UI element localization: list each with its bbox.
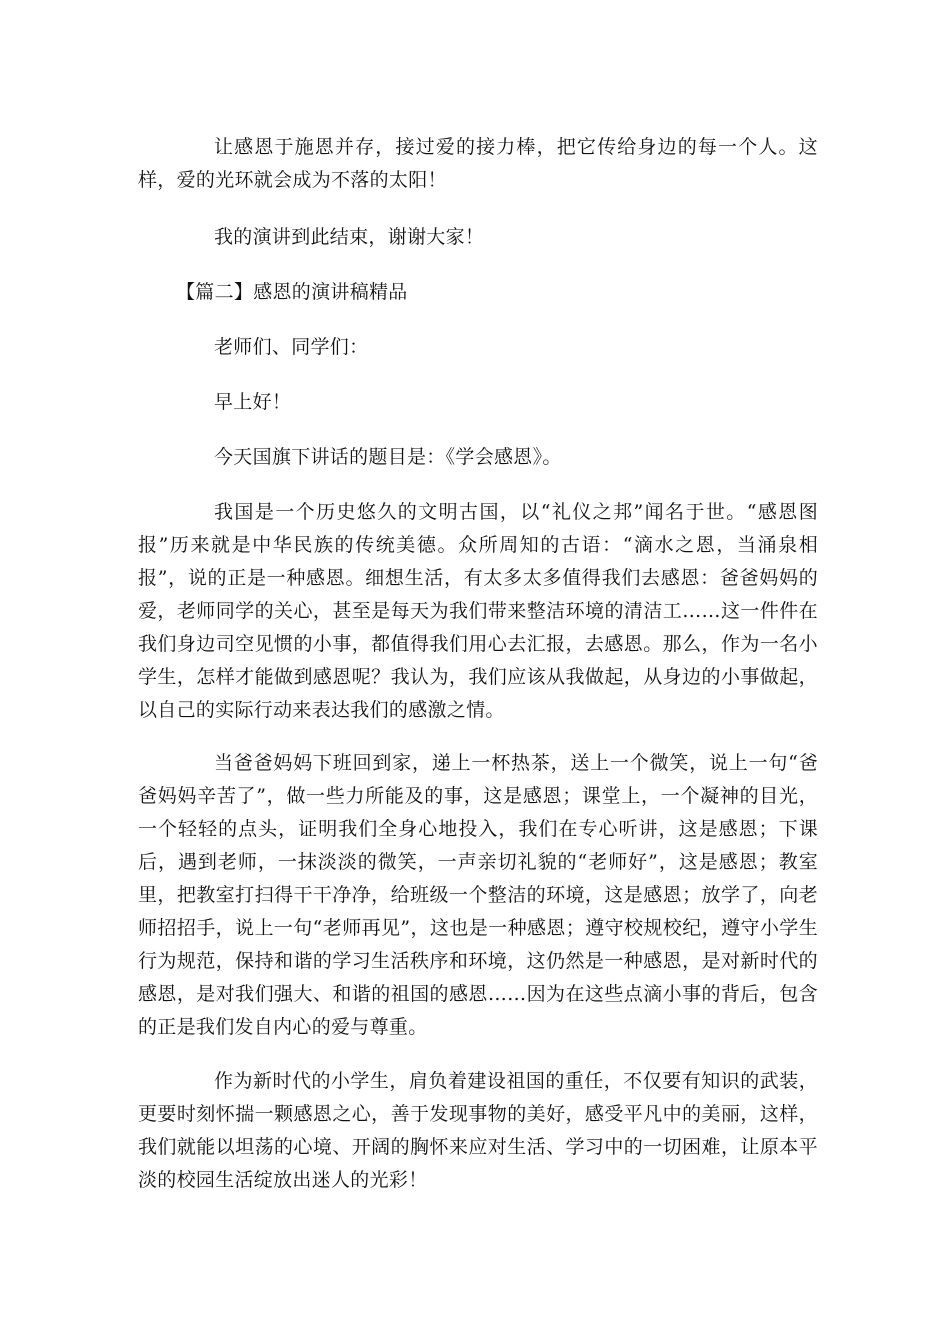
paragraph-speech-topic: 今天国旗下讲话的题目是：《学会感恩》。 [214,446,562,468]
paragraph-greeting: 早上好！ [214,391,292,413]
section-heading: 【篇二】感恩的演讲稿精品 [176,281,408,303]
paragraph-gratitude-examples: 当爸爸妈妈下班回到家，递上一杯热茶，送上一个微笑，说上一句“爸爸妈妈辛苦了”，做一些力所能及的事，这是感恩；课堂上，一个凝神的目光，一个轻轻的点头，证明我们全身心地投入，我们在专心听讲，这是感恩；下课后，遇到老师，一抹淡淡的微笑，一声亲切礼貌的“老师好”，这是感恩；教室里，把教室打扫得干干净净，给班级一个整洁的环境，这是感恩；放学了，向老师招招手，说上一句“老师再见”，这也是一种感恩；遵守校规校纪，遵守小学生行为规范，保持和谐的学习生活秩序和环境，这仍然是一种感恩，是对新时代的感恩，是对我们强大、和谐的祖国的感恩……因为在这些点滴小事的背后，包含的正是我们发自内心的爱与尊重。 [138,752,818,1038]
paragraph-conclusion: 作为新时代的小学生，肩负着建设祖国的重任，不仅要有知识的武装，更要时刻怀揣一颗感恩之心，善于发现事物的美好，感受平凡中的美丽，这样，我们就能以坦荡的心境、开阔的胸怀来应对生活、学习中的一切困难，让原本平淡的校园生活绽放出迷人的光彩！ [138,1070,818,1191]
paragraph-closing-remark: 让感恩于施恩并存，接过爱的接力棒，把它传给身边的每一个人。这样，爱的光环就会成为不落的太阳！ [138,136,818,191]
paragraph-gratitude-tradition: 我国是一个历史悠久的文明古国，以“礼仪之邦”闻名于世。“感恩图报”历来就是中华民族的传统美德。众所周知的古语：“滴水之恩，当涌泉相报”，说的正是一种感恩。细想生活，有太多太多值得我们去感恩：爸爸妈妈的爱，老师同学的关心，甚至是每天为我们带来整洁环境的清洁工……这一件件在我们身边司空见惯的小事，都值得我们用心去汇报，去感恩。那么，作为一名小学生，怎样才能做到感恩呢？我认为，我们应该从我做起，从身边的小事做起，以自己的实际行动来表达我们的感激之情。 [138,501,818,721]
paragraph-speech-end: 我的演讲到此结束，谢谢大家！ [214,226,485,248]
paragraph-salutation: 老师们、同学们： [214,336,369,358]
